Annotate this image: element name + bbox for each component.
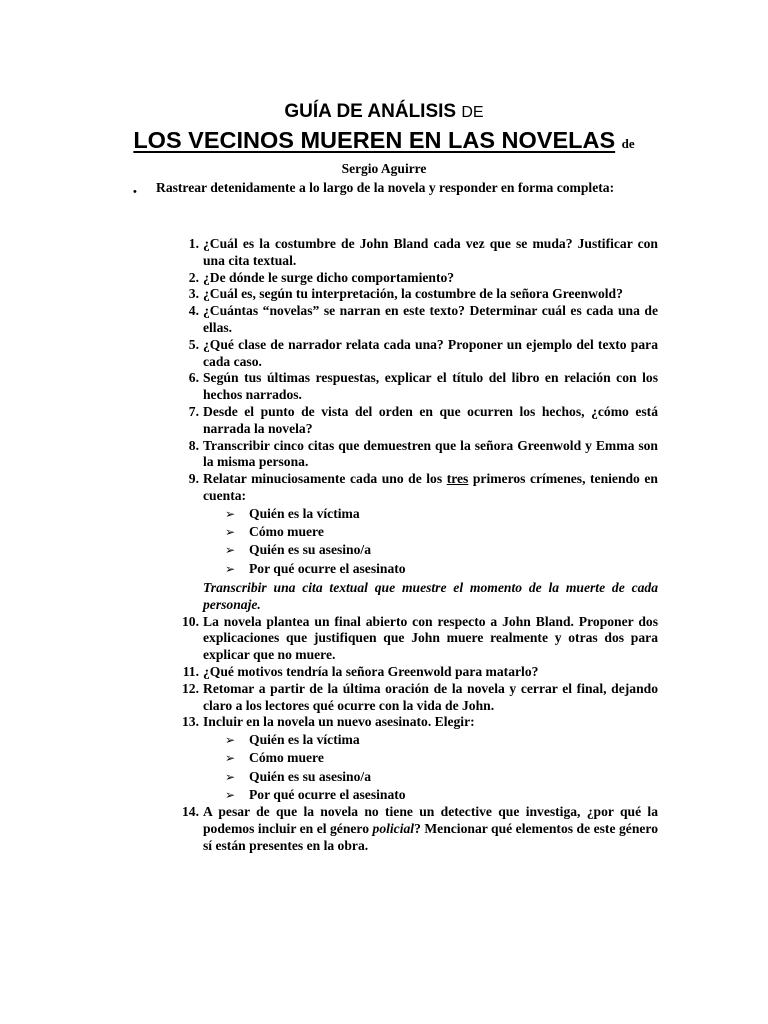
sub-list-item — [203, 560, 658, 578]
item-text: La novela plantea un final abierto con respecto a John Bland. Proponer dos explicaciones que justifiquen que John muere realmente y otras dos para explicar que no muere. — [203, 613, 658, 663]
arrow-bullet-icon: ➢ — [225, 788, 236, 802]
guide-title — [0, 100, 768, 125]
list-item — [182, 680, 658, 715]
novel-title-text: LOS VECINOS MUEREN EN LAS NOVELAS — [133, 127, 616, 153]
sub-list — [203, 731, 658, 804]
item-number: 6. — [188, 370, 199, 386]
sub-item-text: Cómo muere — [249, 750, 324, 766]
arrow-bullet-icon: ➢ — [225, 525, 236, 540]
quote-instruction: Transcribir una cita textual que muestre el momento de la muerte de cada personaje. — [203, 579, 658, 612]
list-item — [188, 471, 658, 613]
list-item — [182, 613, 658, 664]
guide-title-suffix: DE — [461, 104, 484, 121]
sub-list-item — [203, 541, 658, 559]
intro-instruction: Rastrear detenidamente a lo largo de la novela y responder en forma completa: — [156, 180, 615, 195]
list-item — [188, 286, 658, 303]
item-number: 5. — [188, 336, 199, 352]
arrow-bullet-icon: ➢ — [225, 561, 236, 576]
list-item — [188, 336, 658, 371]
item-number: 14. — [182, 804, 199, 820]
sub-item-text: Quién es la víctima — [249, 505, 360, 521]
list-item — [188, 269, 658, 287]
sub-item-text: Por qué ocurre el asesinato — [249, 560, 406, 576]
list-item — [188, 437, 658, 472]
item-number: 4. — [188, 303, 199, 319]
sub-item-text: Cómo muere — [249, 524, 324, 540]
item-number: 8. — [188, 437, 199, 453]
arrow-bullet-icon: ➢ — [225, 543, 236, 558]
sub-list-item — [203, 731, 658, 749]
question-list — [182, 236, 658, 855]
item-text: ¿Cuántas “novelas” se narran en este texto? Determinar cuál es cada una de ellas. — [203, 303, 658, 335]
list-item — [182, 804, 658, 854]
list-item — [188, 370, 658, 404]
item-text: ¿Cuál es, según tu interpretación, la costumbre de la señora Greenwold? — [203, 286, 623, 302]
novel-title-suffix: de — [621, 136, 635, 151]
item-number: 12. — [182, 680, 199, 696]
list-item — [182, 714, 658, 804]
sub-item-text: Quién es su asesino/a — [249, 768, 371, 784]
novel-title — [0, 125, 768, 159]
sub-list-item — [203, 749, 658, 767]
item-number: 1. — [188, 236, 199, 251]
sub-list — [203, 505, 658, 578]
item-text: Transcribir cinco citas que demuestren que la señora Greenwold y Emma son la misma persona. — [203, 437, 658, 470]
item-text: Incluir en la novela un nuevo asesinato. Elegir: — [203, 714, 475, 730]
italic-word: policial — [372, 821, 415, 837]
list-item — [188, 403, 658, 438]
sub-list-item — [203, 523, 658, 541]
item-number: 9. — [188, 471, 199, 487]
author-name: Sergio Aguirre — [341, 161, 427, 176]
sub-item-text: Quién es su asesino/a — [249, 542, 371, 558]
guide-title-text: GUÍA DE ANÁLISIS — [284, 101, 457, 122]
item-number: 2. — [188, 269, 199, 285]
arrow-bullet-icon: ➢ — [225, 769, 236, 784]
list-item — [182, 663, 658, 681]
arrow-bullet-icon: ➢ — [225, 733, 236, 748]
title-block — [0, 100, 768, 179]
item-text: A pesar de que la novela no tiene un detective que investiga, ¿por qué la podemos incluir en el género — [203, 804, 658, 837]
item-text: Desde el punto de vista del orden en que ocurren los hechos, ¿cómo está narrada la novela? — [203, 403, 658, 436]
item-text: Retomar a partir de la última oración de la novela y cerrar el final, dejando claro a los lectores qué ocurre con la vida de John. — [203, 680, 658, 713]
item-text: ¿De dónde le surge dicho comportamiento? — [203, 269, 455, 285]
arrow-bullet-icon: ➢ — [225, 506, 236, 521]
item-number: 10. — [182, 613, 199, 629]
item-text: Según tus últimas respuestas, explicar el título del libro en relación con los hechos narrados. — [203, 370, 658, 403]
sub-list-item — [203, 505, 658, 523]
item-text-continued: primeros crímenes, teniendo en cuenta: — [203, 471, 658, 503]
item-text: Relatar minuciosamente cada uno de los — [203, 471, 443, 487]
item-number: 3. — [188, 286, 199, 302]
sub-item-text: Por qué ocurre el asesinato — [249, 787, 406, 802]
arrow-bullet-icon: ➢ — [225, 751, 236, 766]
list-item — [188, 303, 658, 337]
item-text-continued: ? Mencionar qué elementos de este género sí están presentes en la obra. — [203, 821, 658, 853]
sub-list-item — [203, 768, 658, 786]
item-number: 7. — [188, 403, 199, 419]
item-number: 13. — [182, 714, 199, 730]
list-item — [188, 236, 658, 270]
item-text: ¿Cuál es la costumbre de John Bland cada vez que se muda? Justificar con una cita textual. — [203, 236, 658, 268]
item-number: 11. — [182, 663, 199, 679]
item-text: ¿Qué motivos tendría la señora Greenwold para matarlo? — [203, 663, 539, 679]
sub-list-item — [203, 786, 658, 804]
sub-item-text: Quién es la víctima — [249, 732, 360, 748]
underlined-word: tres — [446, 471, 469, 487]
item-text: ¿Qué clase de narrador relata cada una? Proponer un ejemplo del texto para cada caso. — [203, 336, 658, 369]
bullet-icon: • — [133, 186, 137, 198]
